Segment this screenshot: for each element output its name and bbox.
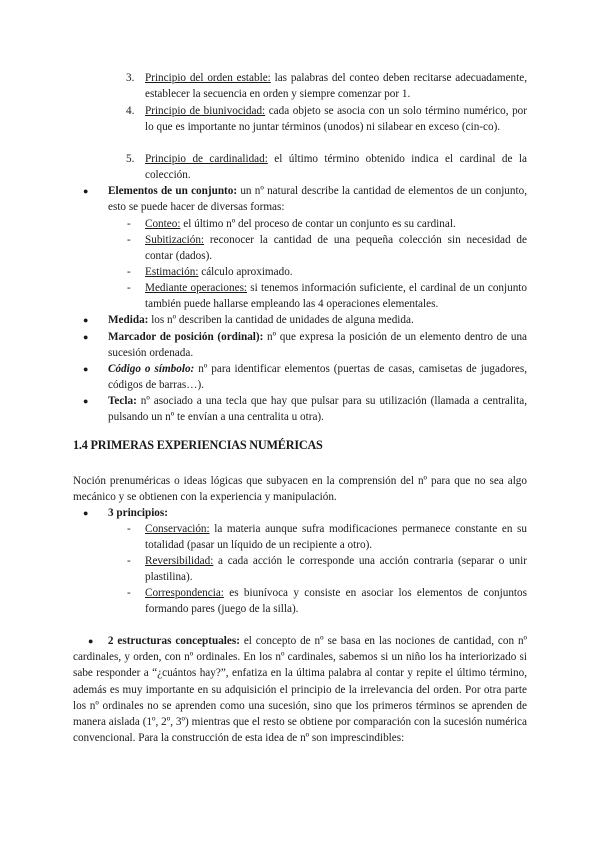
bullet-estructuras	[73, 633, 527, 746]
dash-marker: -	[127, 523, 131, 535]
dash-term: Subitización:	[145, 234, 205, 246]
item-text: el último término obtenido indica el cardinal de la colección.	[145, 153, 527, 182]
bullet-principios	[83, 505, 527, 521]
bullet-marcador	[83, 329, 527, 361]
dash-text: es biunívoca y consiste en asociar los elementos de conjuntos formando pares (juego de la silla).	[145, 587, 527, 616]
dash-item-subitizacion	[127, 232, 527, 264]
bullet-text: nº para identificar elementos (puertas de casas, camisetas de jugadores, códigos de barras…).	[108, 363, 528, 392]
bullet-text: los nº describen la cantidad de unidades de alguna medida.	[148, 314, 414, 326]
dash-marker: -	[127, 266, 131, 278]
dash-item-estimacion	[127, 264, 527, 280]
bullet-text: el concepto de nº se basa en las nociones de cantidad, con nº cardinales, y orden, con nº ordinales. En los nº cardinales, sabemos si un niño los ha interiorizado si sabe responder a “¿cuántos hay?”, enfatiza en la última palabra al contar y repite el último término, además es muy importante en su adquisición el principio de la irrelevancia del orden. Por otra parte los nº ordinales no se aprenden como una sucesión, sino que los primeros términos se aprenden de manera aislada (1º, 2º, 3º) mientras que el resto se obtiene por comparación con la sucesión numérica convencional. Para la construcción de esta idea de nº son imprescindibles:	[73, 635, 528, 745]
dash-text: a cada acción le corresponde una acción contraria (separar o unir plastilina).	[145, 555, 527, 584]
bullet-medida	[83, 312, 527, 328]
dash-text: cálculo aproximado.	[198, 266, 293, 278]
bullet-tecla	[83, 393, 527, 425]
dash-item-conservacion	[127, 521, 527, 553]
bullet-icon: ●	[83, 332, 89, 342]
bullet-label: Elementos de un conjunto:	[108, 185, 238, 197]
bullet-label: Marcador de posición (ordinal):	[108, 331, 264, 343]
dash-text: la materia aunque sufra modificaciones permanece constante en su totalidad (pasar un líquido de un recipiente a otro).	[145, 523, 527, 552]
bullet-codigo	[83, 361, 527, 393]
dash-marker: -	[127, 282, 131, 294]
dash-term: Correspondencia:	[145, 587, 224, 599]
numbered-item-4	[126, 103, 527, 135]
item-number: 5.	[126, 153, 135, 165]
dash-marker: -	[127, 587, 131, 599]
numbered-item-5	[126, 151, 527, 183]
bullet-label: 3 principios:	[108, 507, 168, 519]
bullet-label: Medida:	[108, 314, 149, 326]
dash-text: reconocer la cantidad de una pequeña colección sin necesidad de contar (dados).	[145, 234, 527, 263]
bullet-text: nº que expresa la posición de un elemento dentro de una sucesión ordenada.	[108, 331, 527, 360]
item-number: 3.	[126, 72, 135, 84]
dash-term: Conservación:	[145, 523, 210, 535]
item-text: cada objeto se asocia con un solo término numérico, por lo que es importante no juntar términos (unodos) ni silabear en exceso (cin-co).	[145, 105, 527, 134]
dash-marker: -	[127, 234, 131, 246]
dash-item-operaciones	[127, 280, 527, 312]
bullet-icon: ●	[83, 186, 89, 196]
dash-marker: -	[127, 555, 131, 567]
bullet-text: nº asociado a una tecla que hay que pulsar para su utilización (llamada a centralita, pulsando un nº te envían a una centralita u otra).	[108, 395, 527, 424]
dash-term: Mediante operaciones:	[145, 282, 248, 294]
bullet-icon: ●	[83, 396, 89, 406]
numbered-item-3	[126, 70, 527, 102]
dash-term: Conteo:	[145, 218, 181, 230]
dash-item-reversibilidad	[127, 553, 527, 585]
dash-term: Reversibilidad:	[145, 555, 214, 567]
item-term: Principio del orden estable:	[145, 72, 271, 84]
bullet-label: Código o símbolo:	[108, 363, 195, 375]
dash-marker: -	[127, 218, 131, 230]
section-heading: 1.4 PRIMERAS EXPERIENCIAS NUMÉRICAS	[73, 438, 323, 452]
bullet-elementos	[83, 183, 527, 215]
bullet-label: 2 estructuras conceptuales:	[107, 635, 240, 647]
item-term: Principio de biunivocidad:	[145, 105, 266, 117]
dash-text: el último nº del proceso de contar un conjunto es su cardinal.	[180, 218, 456, 230]
dash-item-correspondencia	[127, 585, 527, 617]
dash-item-conteo	[127, 216, 527, 232]
bullet-icon: ●	[83, 315, 89, 325]
item-term: Principio de cardinalidad:	[145, 153, 268, 165]
intro-paragraph: Noción prenuméricas o ideas lógicas que subyacen en la comprensión del nº para que no sea algo mecánico y se obtienen con la experiencia y manipulación.	[73, 475, 527, 504]
dash-term: Estimación:	[145, 266, 199, 278]
bullet-icon: ●	[88, 636, 94, 646]
item-number: 4.	[126, 105, 135, 117]
bullet-label: Tecla:	[108, 395, 137, 407]
bullet-icon: ●	[83, 508, 89, 518]
item-text: las palabras del conteo deben recitarse adecuadamente, establecer la secuencia en orden y siempre comenzar por 1.	[145, 72, 528, 101]
bullet-icon: ●	[83, 364, 89, 374]
bullet-text: un nº natural describe la cantidad de elementos de un conjunto, esto se puede hacer de diversas formas:	[108, 185, 527, 214]
dash-text: si tenemos información suficiente, el cardinal de un conjunto también puede hallarse empleando las 4 operaciones elementales.	[145, 282, 528, 311]
